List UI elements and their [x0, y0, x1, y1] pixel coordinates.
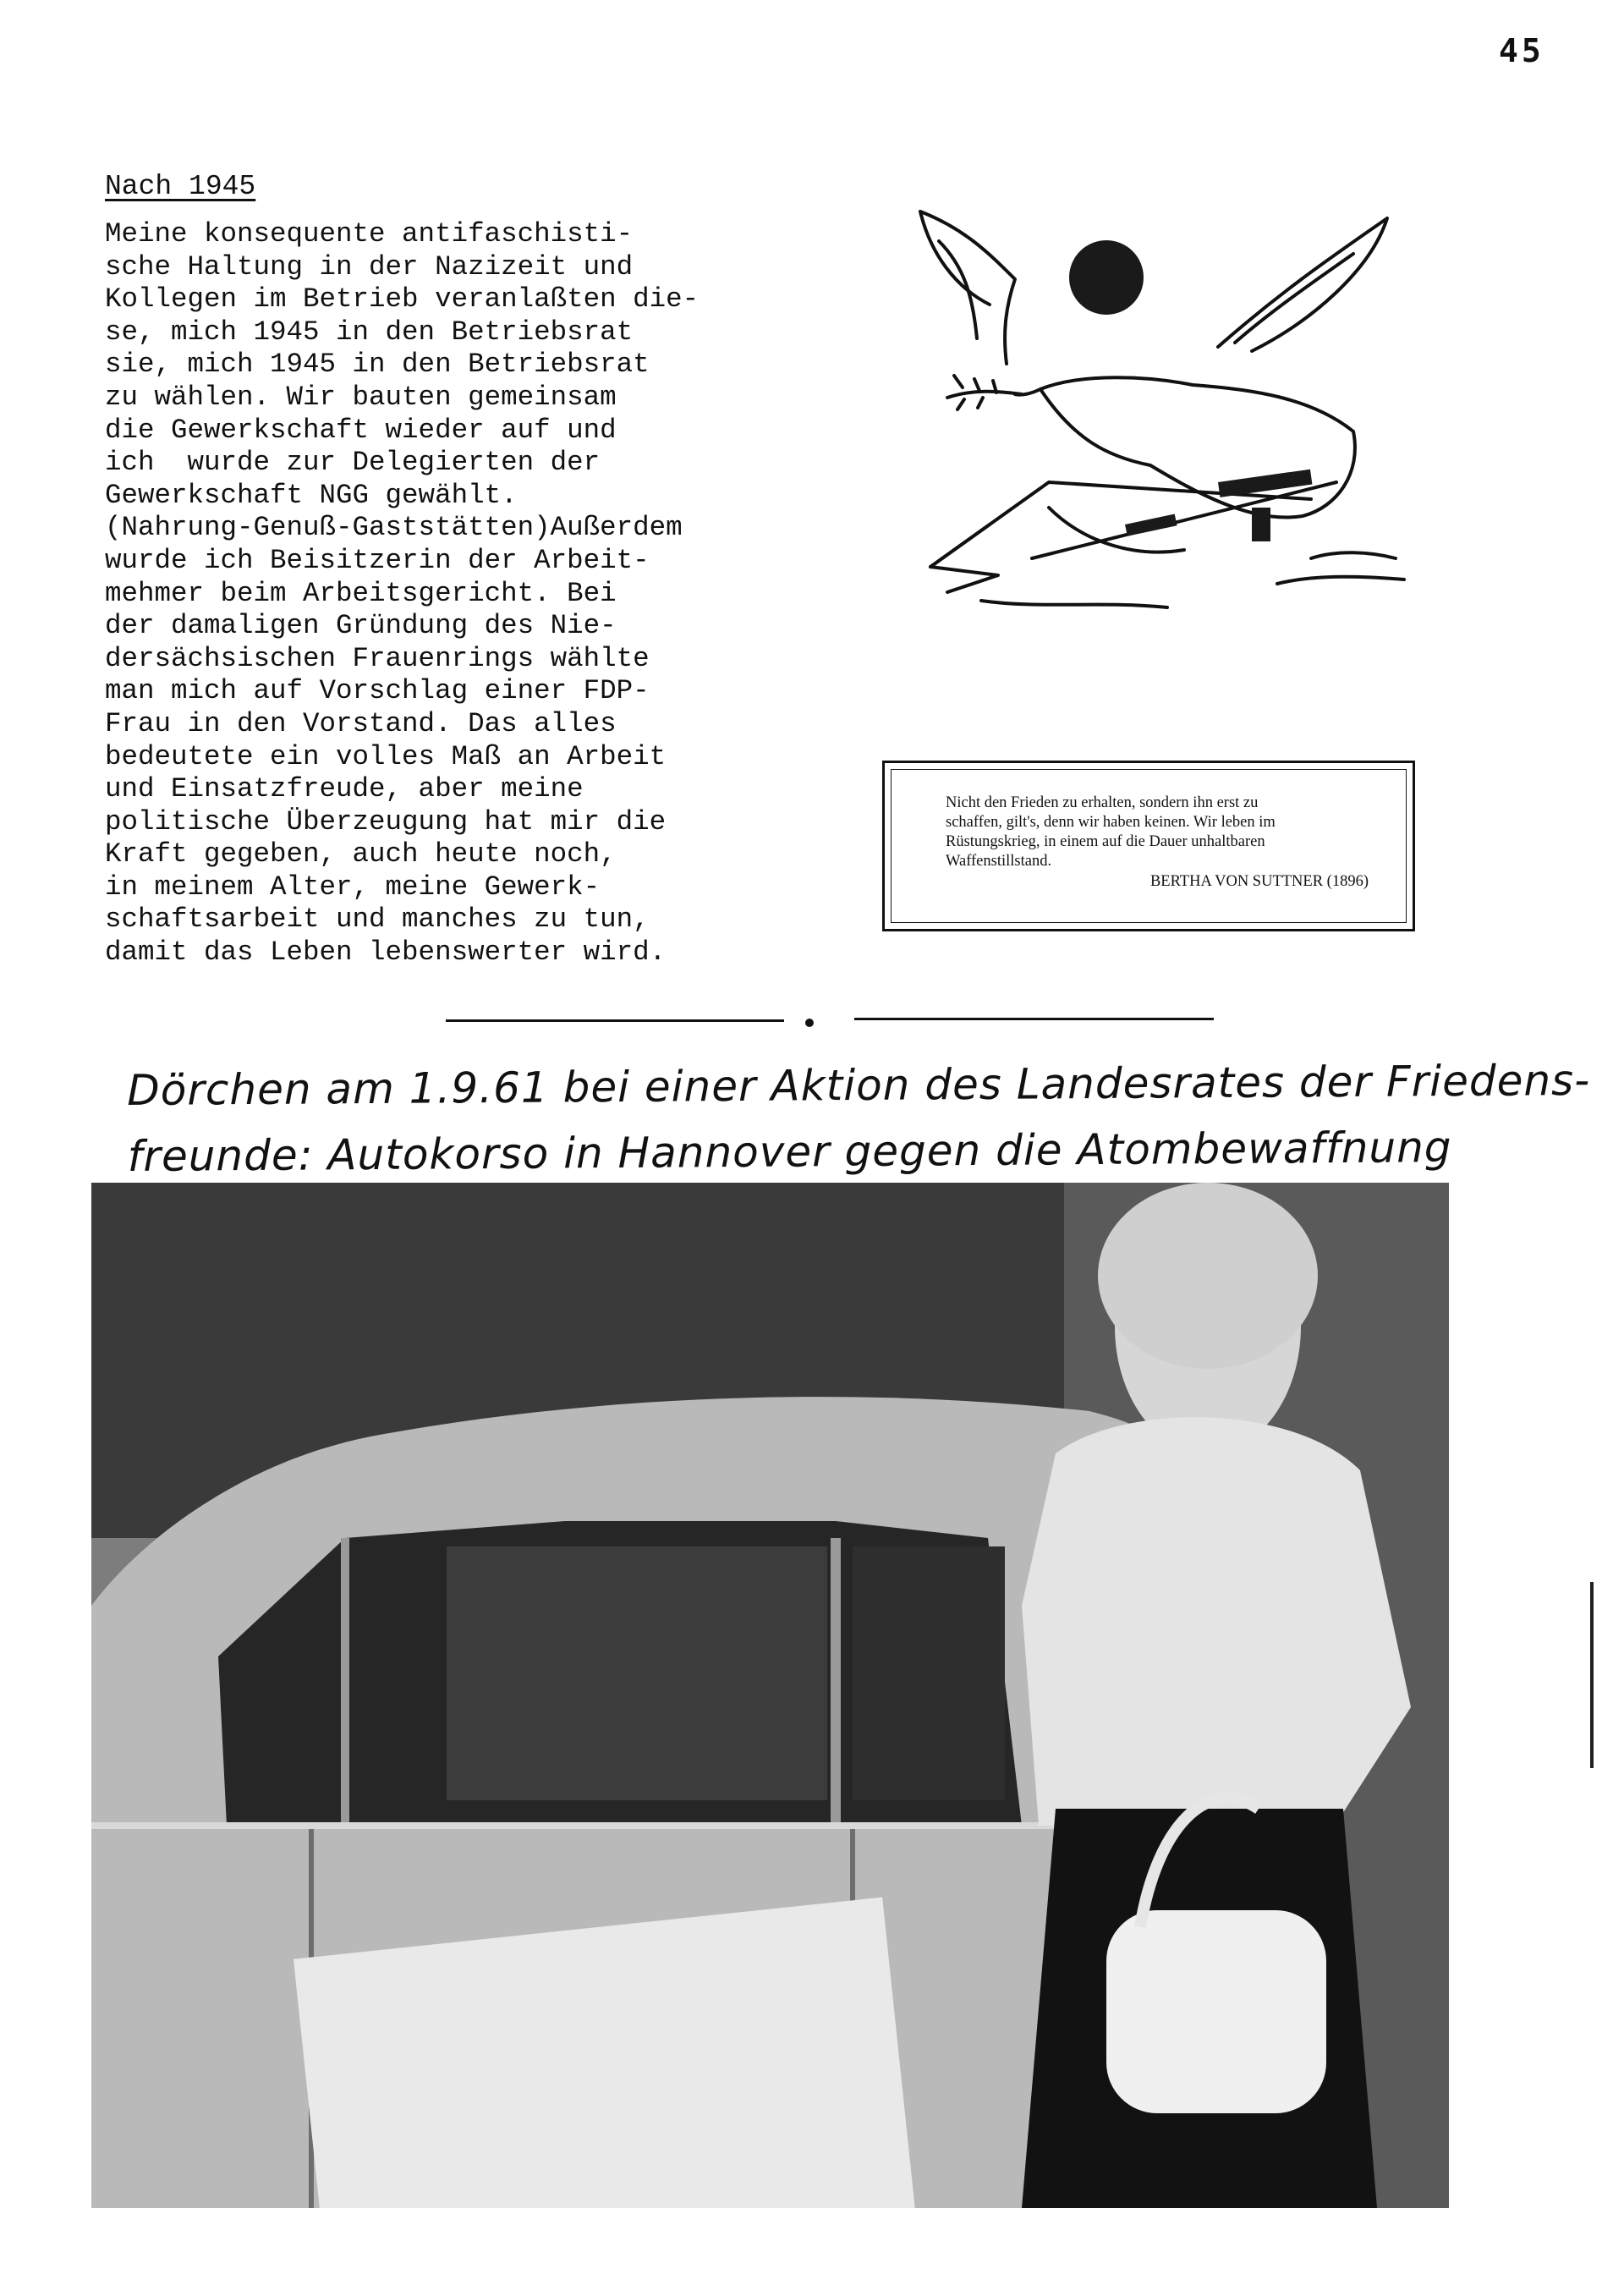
protest-car-photo — [91, 1183, 1449, 2208]
body-line: bedeutete ein volles Maß an Arbeit — [105, 740, 667, 772]
body-text — [105, 218, 815, 969]
body-line: ich wurde zur Delegierten der — [105, 447, 601, 479]
body-line: Kollegen im Betrieb veranlaßten die- — [105, 283, 700, 316]
body-line: politische Überzeugung hat mir die — [105, 805, 667, 838]
body-line: Kraft gegeben, auch heute noch, — [105, 838, 617, 871]
peace-dove-drawing — [914, 203, 1421, 660]
divider-dot — [805, 1019, 814, 1027]
body-line: (Nahrung-Genuß-Gaststätten)Außerdem — [105, 512, 683, 544]
body-line: sie, mich 1945 in den Betriebsrat — [105, 349, 650, 381]
body-line: zu wählen. Wir bauten gemeinsam — [105, 381, 617, 413]
quote-box — [882, 761, 1415, 931]
quote-line: schaffen, gilt's, denn wir haben keinen. Wir leben im — [946, 814, 1276, 831]
quote-line: Waffenstillstand. — [946, 853, 1052, 870]
margin-mark — [1590, 1582, 1594, 1768]
body-line: die Gewerkschaft wieder auf und — [105, 414, 617, 446]
body-line: se, mich 1945 in den Betriebsrat — [105, 316, 634, 348]
body-line: mehmer beim Arbeitsgericht. Bei — [105, 577, 617, 609]
body-line: damit das Leben lebenswerter wird. — [105, 937, 667, 969]
quote-line: Nicht den Frieden zu erhalten, sondern ihn erst zu — [946, 794, 1259, 811]
body-line: schaftsarbeit und manches zu tun, — [105, 904, 650, 936]
body-line: der damaligen Gründung des Nie- — [105, 610, 617, 642]
caption-line: Dörchen am 1.9.61 bei einer Aktion des Landesrates der Friedens- — [127, 1055, 1591, 1115]
divider-right — [854, 1018, 1214, 1020]
body-line: Frau in den Vorstand. Das alles — [105, 707, 617, 739]
page-number: 45 — [1499, 32, 1544, 69]
section-heading: Nach 1945 — [105, 171, 256, 202]
body-line: in meinem Alter, meine Gewerk- — [105, 871, 601, 903]
body-line: Meine konsequente antifaschisti- — [105, 218, 634, 250]
quote-text — [946, 794, 1402, 871]
handwritten-caption — [127, 1048, 1591, 1189]
quote-author: BERTHA VON SUTTNER (1896) — [1149, 873, 1369, 890]
photo-illustration — [91, 1183, 1449, 2208]
caption-line: freunde: Autokorso in Hannover gegen die Atombewaffnung — [127, 1123, 1452, 1181]
body-line: dersächsischen Frauenrings wählte — [105, 642, 650, 674]
divider-left — [446, 1019, 784, 1022]
body-line: sche Haltung in der Nazizeit und — [105, 250, 634, 283]
body-line: man mich auf Vorschlag einer FDP- — [105, 675, 650, 707]
body-line: Gewerkschaft NGG gewählt. — [105, 479, 518, 511]
quote-line: Rüstungskrieg, in einem auf die Dauer unhaltbaren — [946, 833, 1265, 850]
body-line: und Einsatzfreude, aber meine — [105, 773, 584, 805]
body-line: wurde ich Beisitzerin der Arbeit- — [105, 544, 650, 576]
